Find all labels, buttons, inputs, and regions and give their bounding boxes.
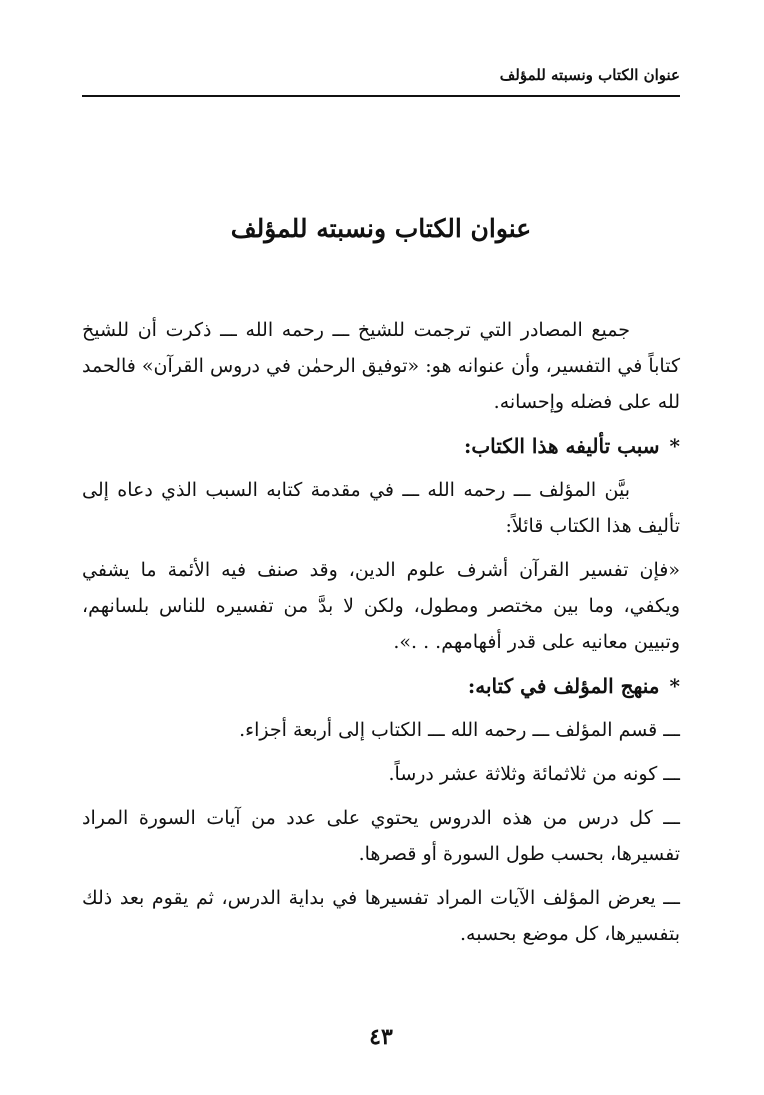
section-heading-reason <box>82 428 680 464</box>
section-heading-text: سبب تأليفه هذا الكتاب: <box>463 434 660 458</box>
method-item: ـــ كل درس من هذه الدروس يحتوي على عدد من آيات السورة المراد تفسيرها، بحسب طول السورة أو قصرها. <box>82 807 680 865</box>
running-header-text: عنوان الكتاب ونسبته للمؤلف <box>499 66 680 84</box>
asterisk-marker: * <box>669 674 680 698</box>
method-item: ـــ كونه من ثلاثمائة وثلاثة عشر درساً. <box>388 763 680 785</box>
page-number: ٤٣ <box>369 1024 393 1050</box>
asterisk-marker: * <box>669 434 680 458</box>
method-item: ـــ قسم المؤلف ـــ رحمه الله ـــ الكتاب إلى أربعة أجزاء. <box>239 719 680 741</box>
quote-paragraph: «فإن تفسير القرآن أشرف علوم الدين، وقد صنف فيه الأئمة ما يشفي ويكفي، وما بين مختصر ومطول، ولكن لا بدَّ من تفسيره للناس بلسانهم، وتبيين معانيه على قدر أفهامهم. . .». <box>82 559 680 653</box>
reason-intro-paragraph: بيَّن المؤلف ـــ رحمه الله ـــ في مقدمة كتابه السبب الذي دعاه إلى تأليف هذا الكتاب قائلاً: <box>82 479 680 537</box>
section-heading-text: منهج المؤلف في كتابه: <box>467 674 660 698</box>
method-item: ـــ يعرض المؤلف الآيات المراد تفسيرها في بداية الدرس، ثم يقوم بعد ذلك بتفسيرها، كل موضع بحسبه. <box>82 887 680 945</box>
header-rule <box>82 95 680 97</box>
intro-paragraph: جميع المصادر التي ترجمت للشيخ ـــ رحمه الله ـــ ذكرت أن للشيخ كتاباً في التفسير، وأن عنوانه هو: «توفيق الرحمٰن في دروس القرآن» فالحمد لله على فضله وإحسانه. <box>82 319 680 413</box>
section-heading-method <box>82 668 680 704</box>
page-content <box>82 312 680 960</box>
running-header <box>82 66 680 84</box>
chapter-title: عنوان الكتاب ونسبته للمؤلف <box>230 214 532 243</box>
